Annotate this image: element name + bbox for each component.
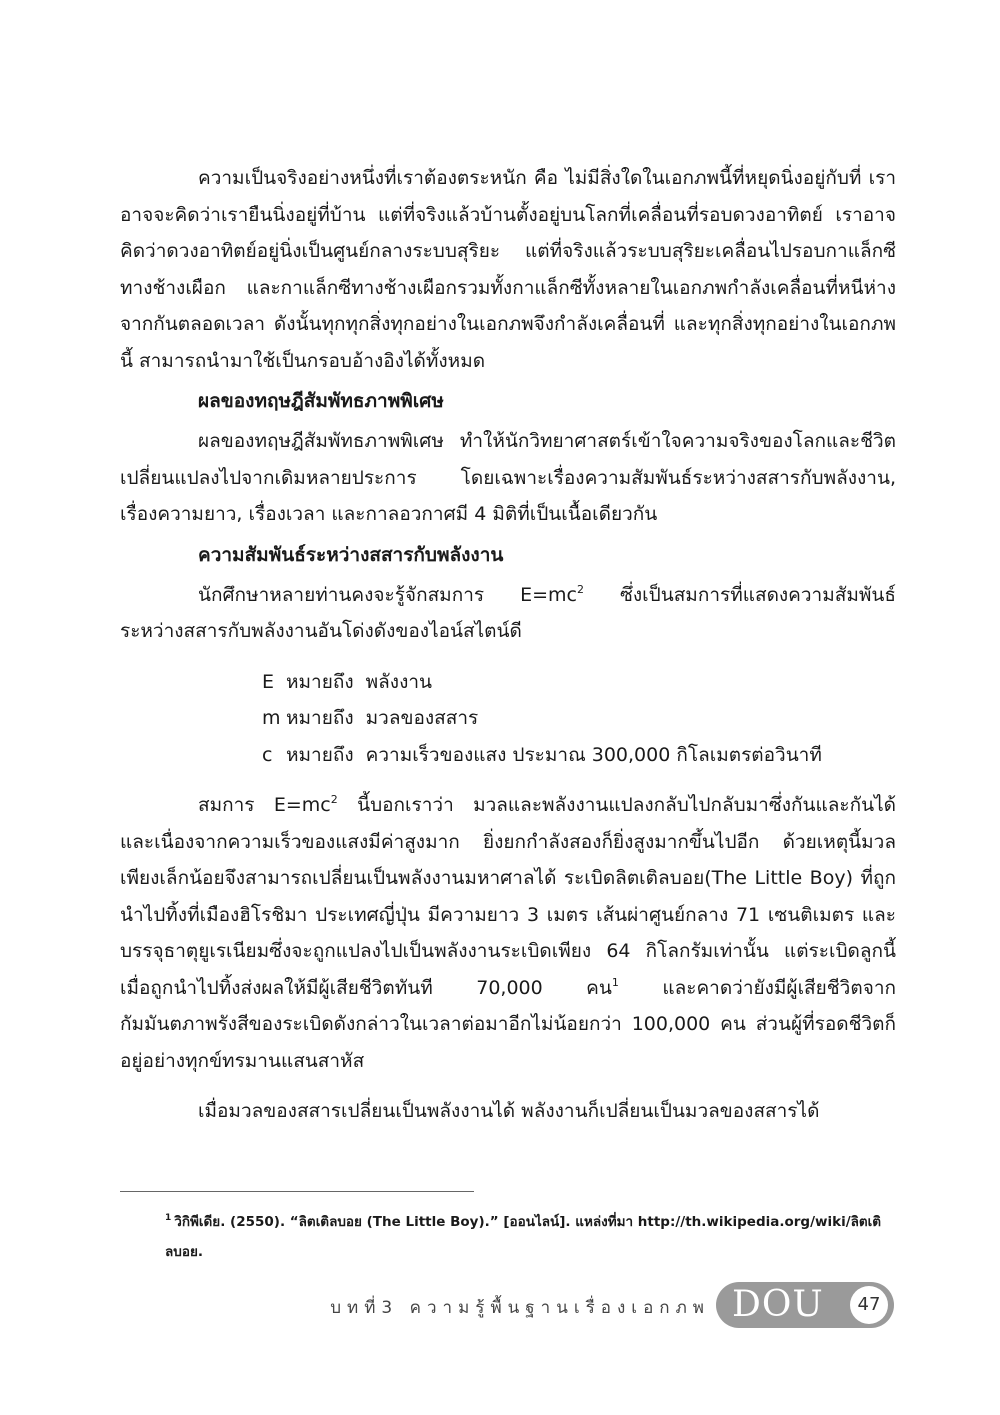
page-number: 47 xyxy=(850,1286,888,1324)
definition-symbol: m xyxy=(262,707,281,729)
equation-desc: ซึ่งเป็นสมการที่แสดงความสัมพันธ์ระหว่างสสารกับพลังงานอันโด่งดังของไอน์สไตน์ดี xyxy=(120,583,896,642)
footnote-ref: 1 xyxy=(611,975,619,989)
superscript-2: 2 xyxy=(576,582,584,596)
little-boy-text: นี้บอกเราว่า มวลและพลังงานแปลงกลับไปกลับมาซึ่งกันและกันได้ และเนื่องจากความเร็วของแสงมีค่าสูงมาก ยิ่งยกกำลังสองก็ยิ่งสูงมากขึ้นไปอีก ด้วยเหตุนี้มวลเพียงเล็กน้อยจึงสามารถเปลี่ยนเป็นพลังงานมหาศาลได้ ระเบิดลิตเติลบอย(The Little Boy) ที่ถูกนำไปทิ้งที่เมืองฮิโรชิมา ประเทศญี่ปุ่น มีความยาว 3 เมตร เส้นผ่าศูนย์กลาง 71 เซนติเมตร และบรรจุธาตุยูเรเนียมซึ่งจะถูกแปลงไปเป็นพลังงานระเบิดเพียง 64 กิโลกรัมเท่านั้น แต่ระเบิดลูกนี้เมื่อถูกนำไปทิ้งส่งผลให้มีผู้เสียชีวิตทันที 70,000 คน xyxy=(120,794,896,999)
definition-item xyxy=(262,664,896,701)
paragraph-intro: ความเป็นจริงอย่างหนึ่งที่เราต้องตระหนัก คือ ไม่มีสิ่งใดในเอกภพนี้ที่หยุดนิ่งอยู่กับที่ เราอาจจะคิดว่าเรายืนนิ่งอยู่ที่บ้าน แต่ที่จริงแล้วบ้านตั้งอยู่บนโลกที่เคลื่อนที่รอบดวงอาทิตย์ เราอาจคิดว่าดวงอาทิตย์อยู่นิ่งเป็นศูนย์กลางระบบสุริยะ แต่ที่จริงแล้วระบบสุริยะเคลื่อนไปรอบกาแล็กซีทางช้างเผือก และกาแล็กซีทางช้างเผือกรวมทั้งกาแล็กซีทั้งหลายในเอกภพกำลังเคลื่อนที่หนีห่างจากกันตลอดเวลา ดังนั้นทุกทุกสิ่งทุกอย่างในเอกภพจึงกำลังเคลื่อนที่ และทุกสิ่งทุกอย่างในเอกภพนี้ สามารถนำมาใช้เป็นกรอบอ้างอิงได้ทั้งหมด xyxy=(120,167,896,372)
definition-symbol: c xyxy=(262,743,273,766)
definition-item xyxy=(262,700,896,737)
definition-value: พลังงาน xyxy=(365,670,433,693)
definition-item xyxy=(262,737,896,774)
footnote-text: วิกิพีเดีย. (2550). “ลิตเติลบอย (The Little Boy).” [ออนไลน์]. แหล่งที่มา http://th.wikipedia.org/wiki/ลิตเติลบอย. xyxy=(165,1214,882,1260)
footnote-marker: 1 xyxy=(165,1213,172,1223)
chapter-title: บทที่3 ความรู้พื้นฐานเรื่องเอกภพ xyxy=(330,1298,710,1318)
superscript-2: 2 xyxy=(330,793,338,806)
definition-symbol: E xyxy=(262,670,275,693)
heading-special-relativity-effects: ผลของทฤษฎีสัมพัทธภาพพิเศษ xyxy=(198,390,444,412)
main-text xyxy=(120,160,896,1130)
dou-badge xyxy=(716,1282,894,1328)
paragraph-effects: ผลของทฤษฎีสัมพัทธภาพพิเศษ ทำให้นักวิทยาศาสตร์เข้าใจความจริงของโลกและชีวิตเปลี่ยนแปลงไปจากเดิมหลายประการ โดยเฉพาะเรื่องความสัมพันธ์ระหว่างสสารกับพลังงาน, เรื่องความยาว, เรื่องเวลา และกาลอวกาศมี 4 มิติที่เป็นเนื้อเดียวกัน xyxy=(120,430,896,525)
dou-logo: DOU xyxy=(732,1284,824,1325)
paragraph-conclusion: เมื่อมวลของสสารเปลี่ยนเป็นพลังงานได้ พลังงานก็เปลี่ยนเป็นมวลของสสารได้ xyxy=(198,1100,820,1122)
definition-list xyxy=(262,664,896,774)
page-footer xyxy=(0,1280,1000,1334)
equation-text: สมการ E=mc xyxy=(198,794,331,816)
little-boy-text-end: และคาดว่ายังมีผู้เสียชีวิตจากกัมมันตภาพรังสีของระเบิดดังกล่าวในเวลาต่อมาอีกไม่น้อยกว่า 100,000 คน ส่วนผู้ที่รอดชีวิตก็อยู่อย่างทุกข์ทรมานแสนสาหัส xyxy=(120,976,896,1072)
definition-means: หมายถึง xyxy=(286,707,354,729)
footnote-divider xyxy=(120,1191,474,1192)
paragraph-equation-intro xyxy=(120,577,896,650)
definition-means: หมายถึง xyxy=(286,670,354,693)
paragraph-little-boy xyxy=(120,787,896,1079)
footnote xyxy=(165,1207,895,1267)
definition-value: ความเร็วของแสง ประมาณ 300,000 กิโลเมตรต่อวินาที xyxy=(365,743,822,766)
definition-means: หมายถึง xyxy=(286,743,354,766)
heading-mass-energy: ความสัมพันธ์ระหว่างสสารกับพลังงาน xyxy=(198,543,504,566)
equation-text: นักศึกษาหลายท่านคงจะรู้จักสมการ E=mc xyxy=(198,583,577,606)
definition-value: มวลของสสาร xyxy=(365,707,479,729)
